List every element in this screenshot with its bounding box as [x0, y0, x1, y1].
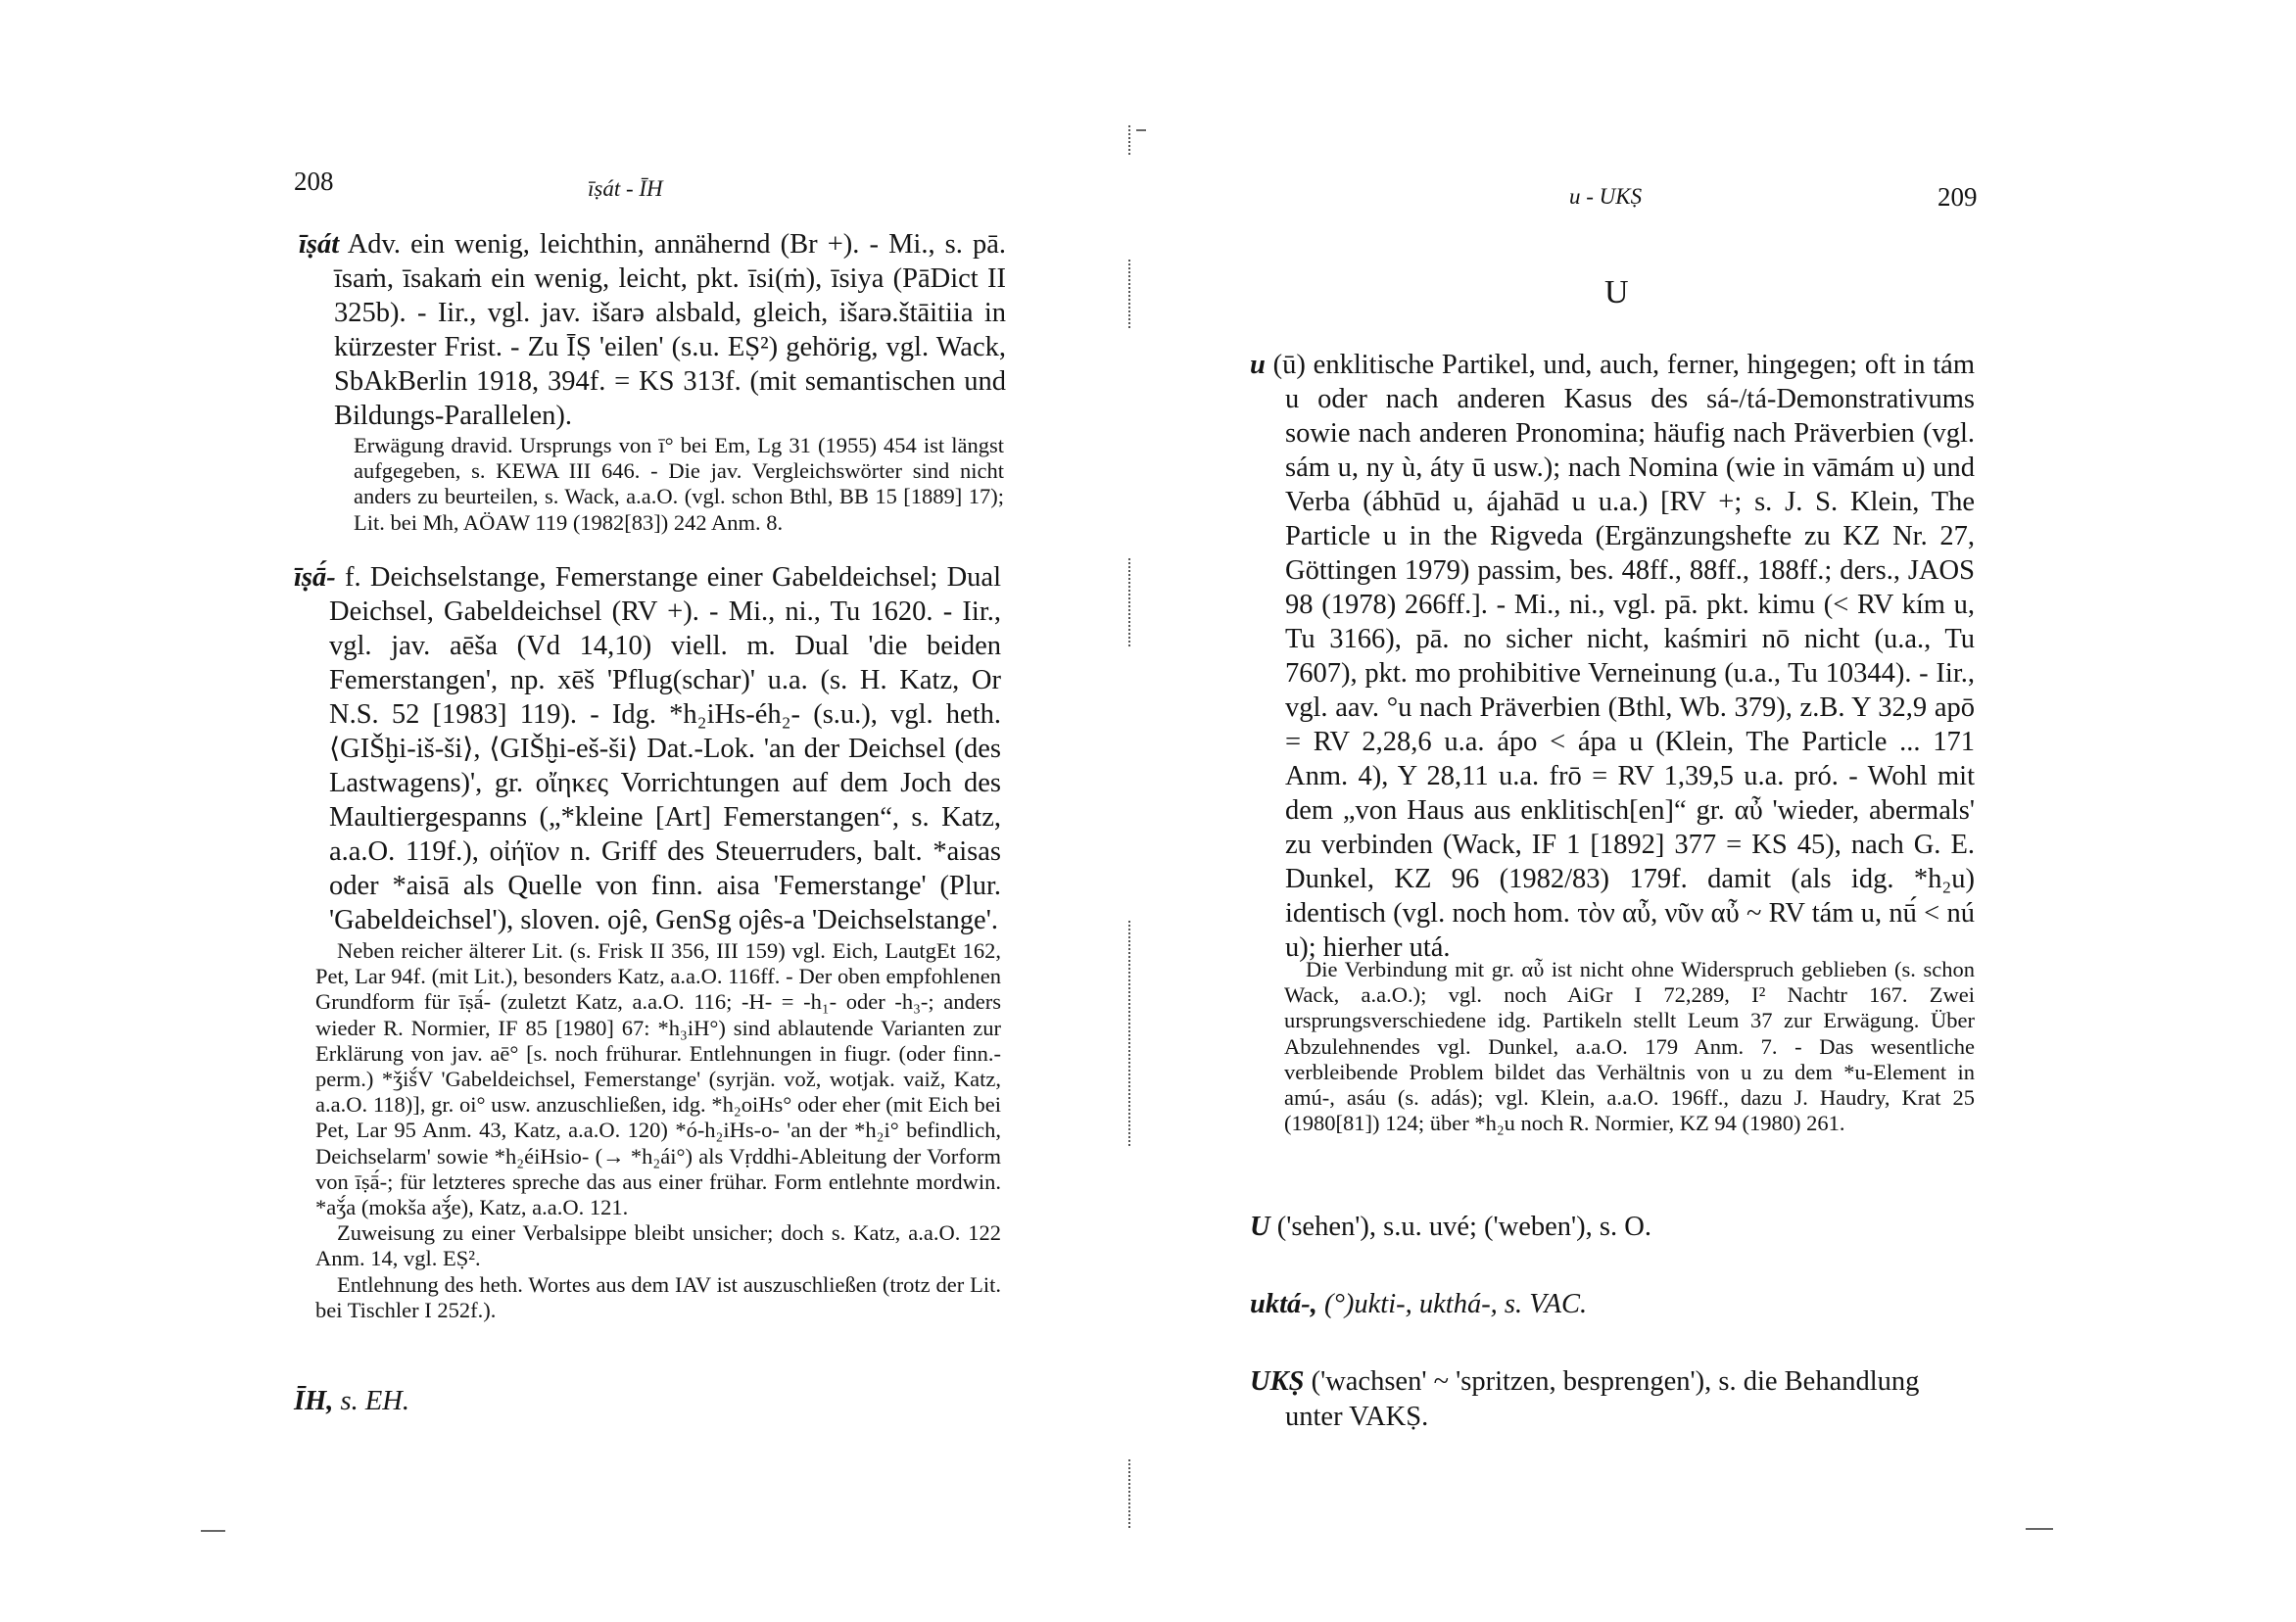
entry-note	[315, 938, 1001, 1323]
gutter-mark	[1128, 125, 1130, 155]
scan-mark	[201, 1530, 225, 1532]
note-paragraph: Entlehnung des heth. Wortes aus dem IAV ist auszuschließen (trotz der Lit. bei Tischler I 252f.).	[315, 1271, 1001, 1322]
running-head: u - UKṢ	[1569, 184, 1643, 209]
left-page	[294, 0, 1009, 1622]
note-paragraph: Erwägung dravid. Ursprungs von ī° bei Em, Lg 31 (1955) 454 ist längst aufgegeben, s. KEWA III 646. - Die jav. Vergleichswörter sind nicht anders zu beurteilen, s. Wack, a.a.O. (vgl. schon Bthl, BB 15 [1889] 17); Lit. bei Mh, AÖAW 119 (1982[83]) 242 Anm. 8.	[354, 433, 1004, 535]
dictionary-entry	[299, 227, 1006, 433]
gutter-mark	[1128, 1459, 1130, 1528]
right-page	[1250, 0, 1985, 1622]
entry-headword: u	[1250, 350, 1266, 380]
entry-headword: īṣā́-	[294, 562, 336, 593]
cross-reference	[294, 1384, 409, 1419]
entry-body: (°)ukti-, ukthá-, s. VAC.	[1324, 1289, 1588, 1319]
gutter-mark	[1128, 921, 1130, 1146]
section-letter: U	[1604, 274, 1629, 310]
entry-body: ('sehen'), s.u. uvé; ('weben'), s. O.	[1276, 1212, 1651, 1242]
gutter-mark	[1128, 558, 1130, 646]
page-number: 209	[1937, 182, 1978, 212]
note-paragraph: Die Verbindung mit gr. αὖ ist nicht ohne Widerspruch geblieben (s. schon Wack, a.a.O.); vgl. noch AiGr I 72,289, I² Nachtr 167. Zwei ursprungsverschiedene idg. Partikeln stellt Leum 37 zur Erwägung. Über Abzulehnendes vgl. Dunkel, a.a.O. 179 Anm. 7. - Das wesentliche verbleibende Problem bildet das Verhältnis von u zu dem *u-Element in amú-, asáu (s. adás); vgl. Klein, a.a.O. 196ff., dazu J. Haudry, Krat 25 (1980[81]) 124; über *h₂u noch R. Normier, KZ 94 (1980) 261.	[1284, 957, 1975, 1136]
running-head: īṣát - ĪH	[588, 176, 663, 201]
entry-headword: uktá-,	[1250, 1289, 1317, 1319]
note-paragraph: Neben reicher älterer Lit. (s. Frisk II 356, III 159) vgl. Eich, LautgEt 162, Pet, Lar 94f. (mit Lit.), besonders Katz, a.a.O. 116ff. - Der oben empfohlenen Grundform für īṣā́- (zuletzt Katz, a.a.O. 116; -H- = -h₁- oder -h₃-; anders wieder R. Normier, IF 85 [1980] 67: *h₃iH°) sind ablautende Varianten zur Erklärung von jav. aē° [s. noch frühurar. Entlehnungen in fiugr. (oder finn.-perm.) *ǯiš́V 'Gabeldeichsel, Femerstange' (syrjän. vož, wotjak. vaiž, Katz, a.a.O. 118)], gr. oi° usw. anzuschließen, idg. *h₂oiHs° oder eher (mit Eich bei Pet, Lar 95 Anm. 43, Katz, a.a.O. 120) *ó-h₂iHs-o- 'an der *h₂i° befindlich, Deichselarm' sowie *h₂éiHsio- (→ *h₂ái°) als Vṛddhi-Ableitung der Vorform von īṣā́-; für letzteres spreche das aus einer frühar. Form entlehnte mordwin. *aǯ́a (mokša aǯ́e), Katz, a.a.O. 121.	[315, 938, 1001, 1220]
gutter-mark	[1128, 260, 1130, 328]
entry-note	[1284, 957, 1975, 1136]
cross-reference	[1250, 1210, 1651, 1245]
cross-reference	[1250, 1287, 1587, 1322]
entry-body: f. Deichselstange, Femerstange einer Gabeldeichsel; Dual Deichsel, Gabeldeichsel (RV +). - Mi., ni., Tu 1620. - Iir., vgl. jav. aēša (Vd 14,10) viell. m. Dual 'die beiden Femerstangen', np. xēš 'Pflug(schar)' u.a. (s. H. Katz, Or N.S. 52 [1983] 119). - Idg. *h₂iHs-éh₂- (s.u.), vgl. heth. ⟨GIŠḫi-iš-ši⟩, ⟨GIŠḫi-eš-ši⟩ Dat.-Lok. 'an der Deichsel (des Lastwagens)', gr. οἴηκες Vorrichtungen auf dem Joch des Maultiergespanns („*kleine [Art] Femerstangen“, s. Katz, a.a.O. 119f.), οἰήϊον n. Griff des Steuerruders, balt. *aisas oder *aisā als Quelle von finn. aisa 'Femerstange' (Plur. 'Gabeldeichsel'), sloven. ojê, GenSg ojês-a 'Deichselstange'.	[329, 562, 1002, 935]
entry-headword: UKṢ	[1250, 1366, 1305, 1397]
entry-note	[354, 433, 1004, 536]
entry-body: s. EH.	[340, 1386, 409, 1416]
dictionary-entry	[294, 560, 1001, 937]
note-paragraph: Zuweisung zu einer Verbalsippe bleibt unsicher; doch s. Katz, a.a.O. 122 Anm. 14, vgl. EṢ².	[315, 1220, 1001, 1271]
entry-headword: ĪH,	[294, 1386, 334, 1416]
cross-reference	[1250, 1364, 1975, 1435]
entry-headword: U	[1250, 1212, 1270, 1242]
entry-body: ('wachsen' ~ 'spritzen, besprengen'), s. die Behandlung unter VAKṢ.	[1285, 1366, 1920, 1432]
entry-body: Adv. ein wenig, leichthin, annähernd (Br +). - Mi., s. pā. īsaṁ, īsakaṁ ein wenig, leicht, pkt. īsi(ṁ), īsiya (PāDict II 325b). - Iir., vgl. jav. išarə alsbald, gleich, išarə.štāitiia in kürzester Frist. - Zu ĪṢ 'eilen' (s.u. EṢ²) gehörig, vgl. Wack, SbAkBerlin 1918, 394f. = KS 313f. (mit semantischen und Bildungs-Parallelen).	[334, 229, 1006, 431]
entry-headword: īṣát	[299, 229, 340, 260]
entry-body: (ū) enklitische Partikel, und, auch, ferner, hingegen; oft in tám u oder nach anderen Kasus des sá-/tá-Demonstrativums sowie nach anderen Pronomina; häufig nach Präverbien (vgl. sám u, ny ù, áty ū usw.); nach Nomina (wie in vāmám u) und Verba (ábhūd u, ájahād u u.a.) [RV +; s. J. S. Klein, The Particle u in the Rigveda (Ergänzungshefte zu KZ Nr. 27, Göttingen 1979) passim, bes. 48ff., 88ff., 188ff.; ders., JAOS 98 (1978) 266ff.]. - Mi., ni., vgl. pā. pkt. kimu (< RV kím u, Tu 3166), pā. no sicher nicht, kaśmiri nō nicht (u.a., Tu 7607), pkt. mo prohibitive Verneinung (u.a., Tu 10344). - Iir., vgl. aav. °u nach Präverbien (Bthl, Wb. 379), z.B. Y 32,9 apō = RV 2,28,6 u.a. ápo < ápa u (Klein, The Particle ... 171 Anm. 4), Y 28,11 u.a. frō = RV 1,39,5 u.a. pró. - Wohl mit dem „von Haus aus enklitisch[en]“ gr. αὖ 'wieder, abermals' zu verbinden (Wack, IF 1 [1892] 377 = KS 45), nach G. E. Dunkel, KZ 96 (1982/83) 179f. damit (als idg. *h₂u) identisch (vgl. noch hom. τὸν αὖ, νῦν αὖ ~ RV tám u, nū́ < nú u); hierher utá.	[1272, 350, 1976, 963]
scan-mark	[1136, 129, 1146, 131]
dictionary-entry	[1250, 348, 1975, 965]
page-number: 208	[294, 167, 334, 196]
scan-mark	[2026, 1528, 2053, 1530]
